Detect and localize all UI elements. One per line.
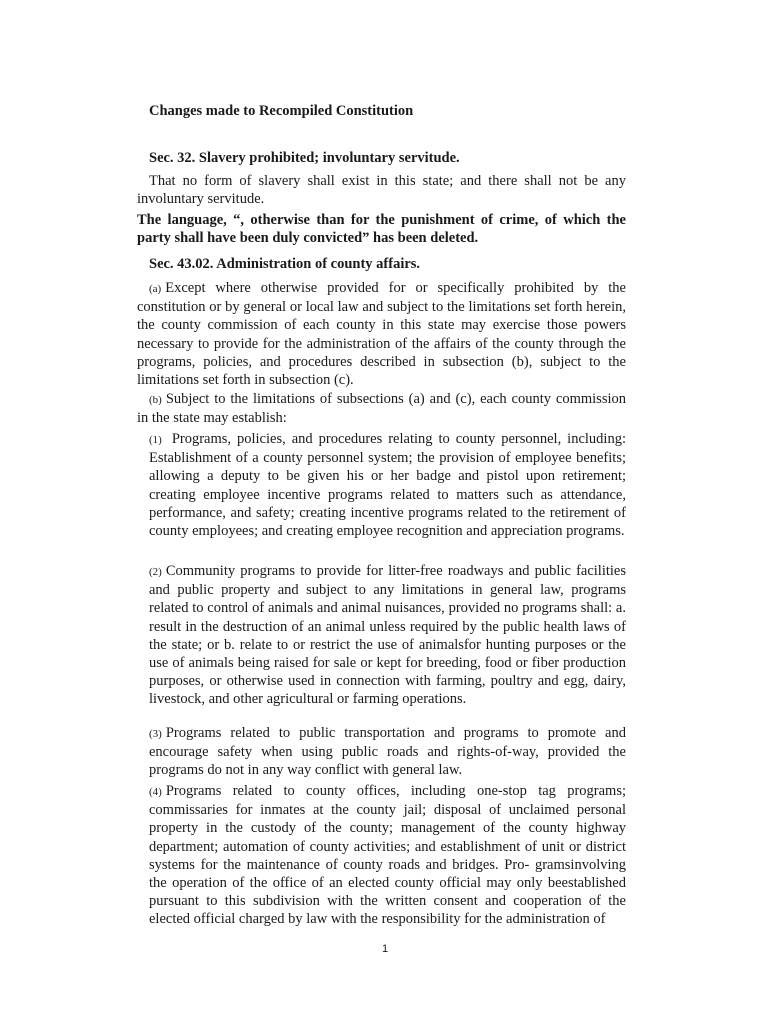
item-1-marker: (1) [149,434,162,446]
paragraph-b-marker: (b) [149,394,162,406]
section-32-body-text: That no form of slavery shall exist in this state; and there shall not be any involuntary servitude. [137,173,626,208]
item-3-text: Programs related to public transportation and programs to promote and encourage safety when using public roads and rights-of-way, provided the programs do not in any way conflict with general law. [149,725,626,779]
item-4-text: Programs related to county offices, including one-stop tag programs; commissaries for inmates at the county jail; disposal of unclaimed personal property in the custody of the county; management of the county highway department; automation of county activities; and establishment of unit or district systems for the maintenance of county roads and bridges. Pro- gramsinvolving the operation of the office of an elected county official may only beestablished pursuant to this subdivision with the written consent and cooperation of the elected official charged by law with the responsibility for the administration of [149,783,626,928]
list-item [149,724,626,780]
item-2-marker: (2) [149,566,162,578]
document-heading: Changes made to Recompiled Constitution [149,103,414,119]
item-2-text: Community programs to provide for litter-free roadways and public facilities and public property and subject to any limitations in general law, programs related to control of animals and animal nuisances, provided no programs shall: a. result in the destruction of an animal unless required by the public health laws of the state; or b. relate to or restrict the use of animalsfor hunting purposes or the use of animals being raised for sale or kept for breeding, food or fiber production purposes, or otherwise used in connection with farming, poultry and egg, dairy, livestock, and other agricultural or farming operations. [149,563,626,708]
paragraph-b-text: Subject to the limitations of subsections (a) and (c), each county commission in the state may establish: [137,391,626,427]
item-1-text: Programs, policies, and procedures relating to county personnel, including: Establishment of a county personnel system; the provision of employee benefits; allowing a deputy to be given his or her badge and pistol upon retirement; creating employee incentive programs related to matters such as attendance, performance, and safety; creating incentive programs related to the retirement of county employees; and creating employee recognition and appreciation programs. [149,431,626,540]
page-number: 1 [381,943,389,955]
section-32-title: Sec. 32. Slavery prohibited; involuntary servitude. [149,150,460,166]
item-4-marker: (4) [149,786,162,798]
section-32-body [137,172,626,208]
section-43-paragraph-a [137,279,626,389]
section-43-title: Sec. 43.02. Administration of county affairs. [149,256,421,272]
list-item [149,430,626,540]
list-item [149,562,626,709]
paragraph-a-marker: (a) [149,283,162,295]
section-43-paragraph-b [137,390,626,427]
paragraph-a-text: Except where otherwise provided for or specifically prohibited by the constitution or by general or local law and subject to the limitations set forth herein, the county commission of each county in this state may exercise those powers necessary to provide for the administration of the affairs of the county through the programs, policies, and procedures described in subsection (b), subject to the limitations set forth in subsection (c). [137,280,626,389]
list-item [149,782,626,929]
section-32-deletion-note: The language, “, otherwise than for the punishment of crime, of which the party shall have been duly convicted” has been deleted. [137,212,626,247]
item-3-marker: (3) [149,728,162,740]
